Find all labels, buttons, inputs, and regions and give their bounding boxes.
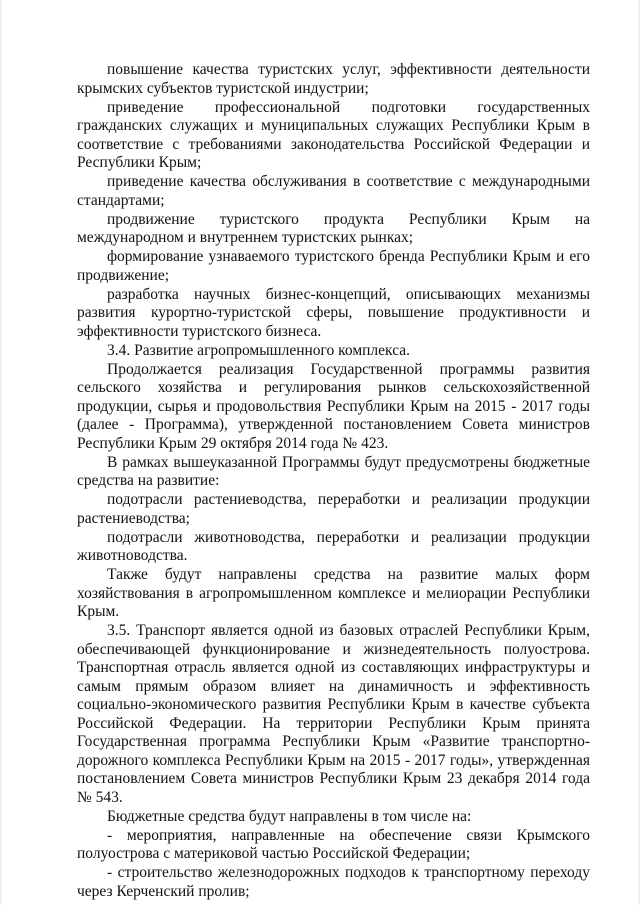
paragraph: формирование узнаваемого туристского бренда Республики Крым и его продвижение; xyxy=(77,248,590,284)
paragraph: 3.5. Транспорт является одной из базовых отраслей Республики Крым, обеспечивающей функционирование и жизнедеятельность полуострова. Транспортная отрасль является одной из составляющих инфраструктуры и самым прямым образом влияет на динамичность и эффективность социально-экономического развития Республики Крым в качестве субъекта Российской Федерации. На территории Республики Крым принята Государственная программа Республики Крым «Развитие транспортно-дорожного комплекса Республики Крым на 2015 - 2017 годы», утвержденная постановлением Совета министров Республики Крым 23 декабря 2014 года № 543. xyxy=(77,622,590,806)
paragraph: подотрасли животноводства, переработки и реализации продукции животноводства. xyxy=(77,528,590,564)
paragraph: В рамках вышеуказанной Программы будут предусмотрены бюджетные средства на развитие: xyxy=(77,453,590,489)
paragraph: Также будут направлены средства на развитие малых форм хозяйствования в агропромышленном комплексе и мелиорации Республики Крым. xyxy=(77,566,590,620)
paragraph: Бюджетные средства будут направлены в том числе на: xyxy=(107,807,472,825)
paragraph: продвижение туристского продукта Республики Крым на международном и внутреннем туристских рынках; xyxy=(77,210,590,246)
paragraph: приведение профессиональной подготовки государственных гражданских служащих и муниципальных служащих Республики Крым в соответствие с требованиями законодательства Российской Федерации и Республики Крым; xyxy=(77,98,590,171)
list-item: - мероприятия, направленные на обеспечение связи Крымского полуострова с материковой частью Российской Федерации; xyxy=(77,826,590,862)
section-heading: 3.4. Развитие агропромышленного комплекса. xyxy=(107,341,411,359)
paragraph: разработка научных бизнес-концепций, описывающих механизмы развития курортно-туристской сферы, повышение продуктивности и эффективности туристского бизнеса. xyxy=(77,285,590,340)
paragraph: повышение качества туристских услуг, эффективности деятельности крымских субъектов туристской индустрии; xyxy=(77,61,590,97)
paragraph: приведение качества обслуживания в соответствие с международными стандартами; xyxy=(77,173,590,209)
paragraph: Продолжается реализация Государственной программы развития сельского хозяйства и регулирования рынков сельскохозяйственной продукции, сырья и продовольствия Республики Крым на 2015 - 2017 годы (далее - Программа), утвержденной постановлением Совета министров Республики Крым 29 октября 2014 года № 423. xyxy=(77,360,590,452)
document-body xyxy=(77,61,590,901)
scan-edge-left xyxy=(0,0,2,905)
paragraph: подотрасли растениеводства, переработки и реализации продукции растениеводства; xyxy=(77,491,590,527)
list-item: - строительство железнодорожных подходов к транспортному переходу через Керченский пролив; xyxy=(77,864,590,900)
